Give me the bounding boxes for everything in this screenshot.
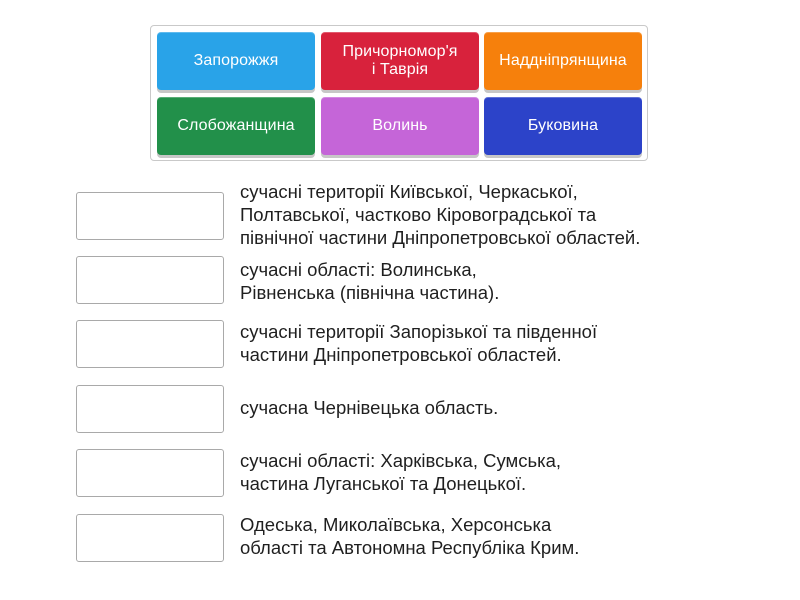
tile-bukovyna[interactable] (484, 97, 642, 155)
tile-zaporozhzhia[interactable] (157, 32, 315, 90)
region-description: сучасні території Запорізької та південної частини Дніпропетровської областей. (240, 321, 598, 365)
tile-label: Наддніпрянщина (499, 52, 627, 69)
drop-target-box[interactable] (76, 256, 224, 304)
tile-label: Причорномор'я і Таврія (342, 43, 458, 78)
region-description: сучасні території Київської, Черкаської, Полтавської, частково Кіровоградської та північної частини Дніпропетровської областей. (240, 181, 641, 248)
tile-label: Слобожанщина (177, 117, 295, 134)
drop-target-box[interactable] (76, 514, 224, 562)
tile-label: Запорожжя (193, 52, 279, 69)
tile-label: Буковина (527, 117, 599, 134)
region-description: Одеська, Миколаївська, Херсонська області та Автономна Республіка Крим. (240, 514, 580, 558)
answer-tiles-panel (150, 25, 648, 161)
drop-target-box[interactable] (76, 385, 224, 433)
tile-label: Волинь (372, 117, 428, 134)
tile-volyn[interactable] (321, 97, 479, 155)
drop-target-box[interactable] (76, 449, 224, 497)
tile-prychornomoria-i-tavriia[interactable] (321, 32, 479, 90)
drop-target-box[interactable] (76, 320, 224, 368)
tile-naddniprianshchyna[interactable] (484, 32, 642, 90)
region-description: сучасні області: Харківська, Сумська, частина Луганської та Донецької. (240, 450, 562, 494)
region-description: сучасна Чернівецька область. (240, 397, 499, 418)
tile-slobozhanshchyna[interactable] (157, 97, 315, 155)
region-description: сучасні області: Волинська, Рівненська (північна частина). (240, 259, 500, 303)
drop-target-box[interactable] (76, 192, 224, 240)
